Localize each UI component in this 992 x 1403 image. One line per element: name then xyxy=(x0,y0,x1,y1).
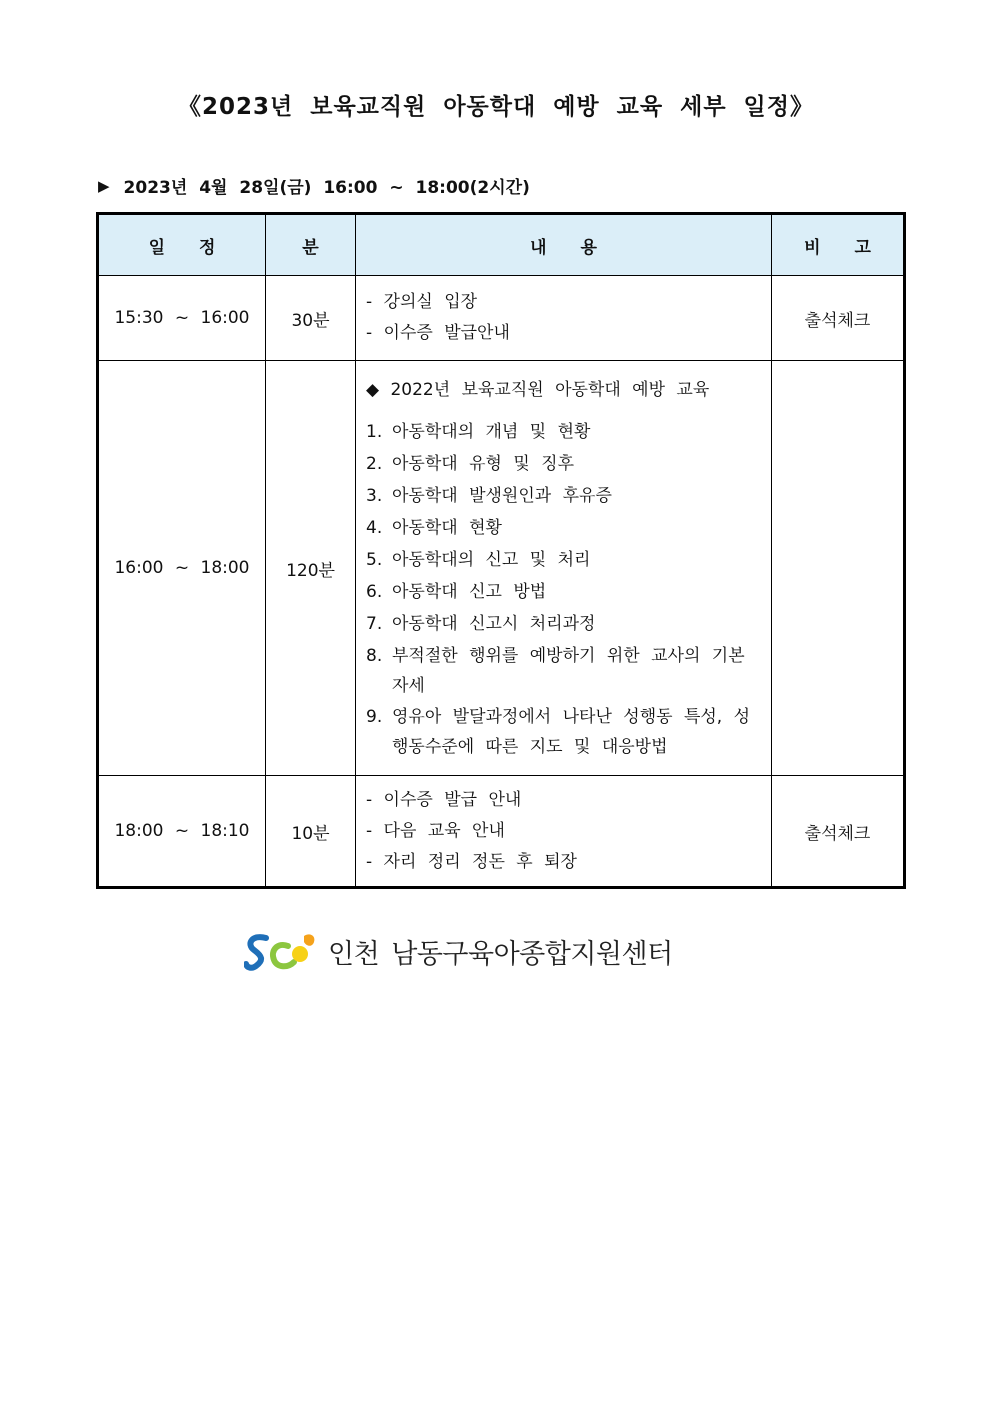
time-cell: 16:00 ~ 18:00 xyxy=(98,361,266,776)
list-item xyxy=(366,480,761,512)
item-text: 아동학대 신고 방법 xyxy=(392,581,547,602)
item-number: 4. xyxy=(366,517,383,538)
content-line: - 강의실 입장 xyxy=(366,292,478,312)
content-cell xyxy=(356,361,772,776)
content-line: - 이수증 발급 안내 xyxy=(366,789,522,810)
content-cell xyxy=(356,776,772,888)
note-cell xyxy=(772,361,905,776)
schedule-date-text: 2023년 4월 28일(금) 16:00 ~ 18:00(2시간) xyxy=(123,178,530,198)
table-row xyxy=(98,776,905,888)
list-item xyxy=(366,576,761,608)
header-content: 내 용 xyxy=(356,214,772,276)
minutes-cell: 120분 xyxy=(266,361,356,776)
time-cell: 15:30 ~ 16:00 xyxy=(98,276,266,361)
item-number: 9. xyxy=(366,706,383,727)
header-schedule: 일 정 xyxy=(98,214,266,276)
footer-organization xyxy=(244,928,673,974)
list-item xyxy=(366,544,761,576)
item-number: 5. xyxy=(366,549,383,570)
item-text: 아동학대의 신고 및 처리 xyxy=(392,549,591,570)
list-item xyxy=(366,608,761,640)
organization-name: 인천 남동구육아종합지원센터 xyxy=(328,938,673,970)
header-note: 비 고 xyxy=(772,214,905,276)
schedule-table xyxy=(96,212,906,889)
center-logo-icon xyxy=(244,928,318,974)
note-cell: 출석체크 xyxy=(772,776,905,888)
item-number: 3. xyxy=(366,485,383,506)
note-cell: 출석체크 xyxy=(772,276,905,361)
header-minutes: 분 xyxy=(266,214,356,276)
table-row xyxy=(98,361,905,776)
content-cell xyxy=(356,276,772,361)
content-line: - 자리 정리 정돈 후 퇴장 xyxy=(366,851,577,872)
schedule-date xyxy=(98,173,530,198)
item-text: 영유아 발달과정에서 나타난 성행동 특성, 성 행동수준에 따른 지도 및 대응방법 xyxy=(392,706,751,757)
item-text: 부적절한 행위를 예방하기 위한 교사의 기본자세 xyxy=(392,645,745,696)
item-number: 6. xyxy=(366,581,383,602)
content-heading: ◆ 2022년 보육교직원 아동학대 예방 교육 xyxy=(366,379,710,400)
item-text: 아동학대의 개념 및 현황 xyxy=(392,421,591,442)
time-cell: 18:00 ~ 18:10 xyxy=(98,776,266,888)
content-line: - 이수증 발급안내 xyxy=(366,323,510,343)
item-text: 아동학대 현황 xyxy=(392,517,502,538)
content-line: - 다음 교육 안내 xyxy=(366,820,505,841)
table-row xyxy=(98,276,905,361)
table-header-row xyxy=(98,214,905,276)
item-text: 아동학대 발생원인과 후유증 xyxy=(392,485,612,506)
minutes-cell: 30분 xyxy=(266,276,356,361)
triangle-bullet-icon: ▶ xyxy=(98,176,110,195)
item-text: 아동학대 신고시 처리과정 xyxy=(392,613,596,634)
item-number: 7. xyxy=(366,613,383,634)
document-title: 《2023년 보육교직원 아동학대 예방 교육 세부 일정》 xyxy=(178,94,814,120)
list-item xyxy=(366,640,761,701)
item-text: 아동학대 유형 및 징후 xyxy=(392,453,575,474)
minutes-cell: 10분 xyxy=(266,776,356,888)
item-number: 8. xyxy=(366,645,383,666)
list-item xyxy=(366,416,761,448)
item-number: 1. xyxy=(366,421,383,442)
list-item xyxy=(366,701,761,762)
list-item xyxy=(366,448,761,480)
list-item xyxy=(366,512,761,544)
item-number: 2. xyxy=(366,453,383,474)
